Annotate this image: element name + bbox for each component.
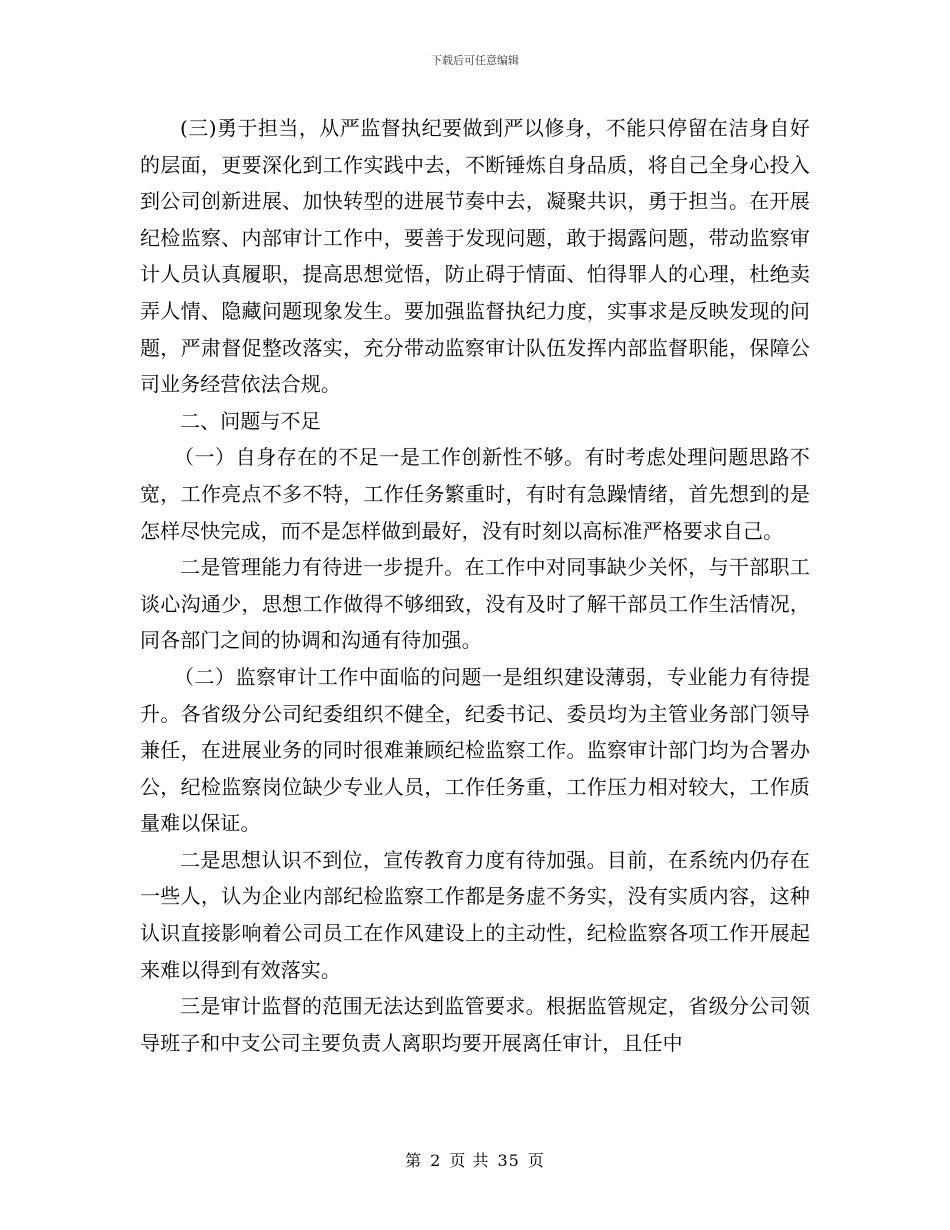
footer-suffix: 页 xyxy=(527,1151,545,1170)
paragraph-awareness: 二是思想认识不到位，宣传教育力度有待加强。目前，在系统内仍存在一些人，认为企业内部纪检监察工作都是务虚不务实，没有实质内容，这种认识直接影响着公司员工在作风建设上的主动性，纪检监察各项工作开展起来难以得到有效落实。 xyxy=(140,847,810,982)
footer-prefix: 第 xyxy=(405,1151,423,1170)
page-footer xyxy=(0,1148,950,1171)
section-heading-problems: 二、问题与不足 xyxy=(180,408,321,433)
paragraph-management-ability: 二是管理能力有待进一步提升。在工作中对同事缺少关怀，与干部职工谈心沟通少，思想工作做得不够细致，没有及时了解干部员工作生活情况，同各部门之间的协调和沟通有待加强。 xyxy=(140,555,810,653)
paragraph-self-shortcomings: （一）自身存在的不足一是工作创新性不够。有时考虑处理问题思路不宽，工作亮点不多不特，工作任务繁重时，有时有急躁情绪，首先想到的是怎样尽快完成，而不是怎样做到最好，没有时刻以高标准严格要求自己。 xyxy=(140,445,810,543)
paragraph-responsibility: (三)勇于担当，从严监督执纪要做到严以修身，不能只停留在洁身自好的层面，更要深化到工作实践中去，不断锤炼自身品质，将自己全身心投入到公司创新进展、加快转型的进展节奏中去，凝聚共识，勇于担当。在开展纪检监察、内部审计工作中，要善于发现问题，敢于揭露问题，带动监察审计人员认真履职，提高思想觉悟，防止碍于情面、怕得罪人的心理，杜绝卖弄人情、隐藏问题现象发生。要加强监督执纪力度，实事求是反映发现的问题，严肃督促整改落实，充分带动监察审计队伍发挥内部监督职能，保障公司业务经营依法合规。 xyxy=(140,116,810,397)
footer-page-number: 2 xyxy=(430,1151,442,1170)
document-body xyxy=(140,110,810,1061)
footer-middle: 页 共 xyxy=(449,1151,490,1170)
footer-total-pages: 35 xyxy=(497,1151,520,1170)
paragraph-audit-scope: 三是审计监督的范围无法达到监管要求。根据监管规定，省级分公司领导班子和中支公司主要负责人离职均要开展离任审计，且任中 xyxy=(140,994,810,1055)
paragraph-audit-problems: （二）监察审计工作中面临的问题一是组织建设薄弱，专业能力有待提升。各省级分公司纪委组织不健全，纪委书记、委员均为主管业务部门领导兼任，在进展业务的同时很难兼顾纪检监察工作。监察审计部门均为合署办公，纪检监察岗位缺少专业人员，工作任务重，工作压力相对较大，工作质量难以保证。 xyxy=(140,664,810,836)
page-header: 下载后可任意编辑 xyxy=(431,54,519,67)
